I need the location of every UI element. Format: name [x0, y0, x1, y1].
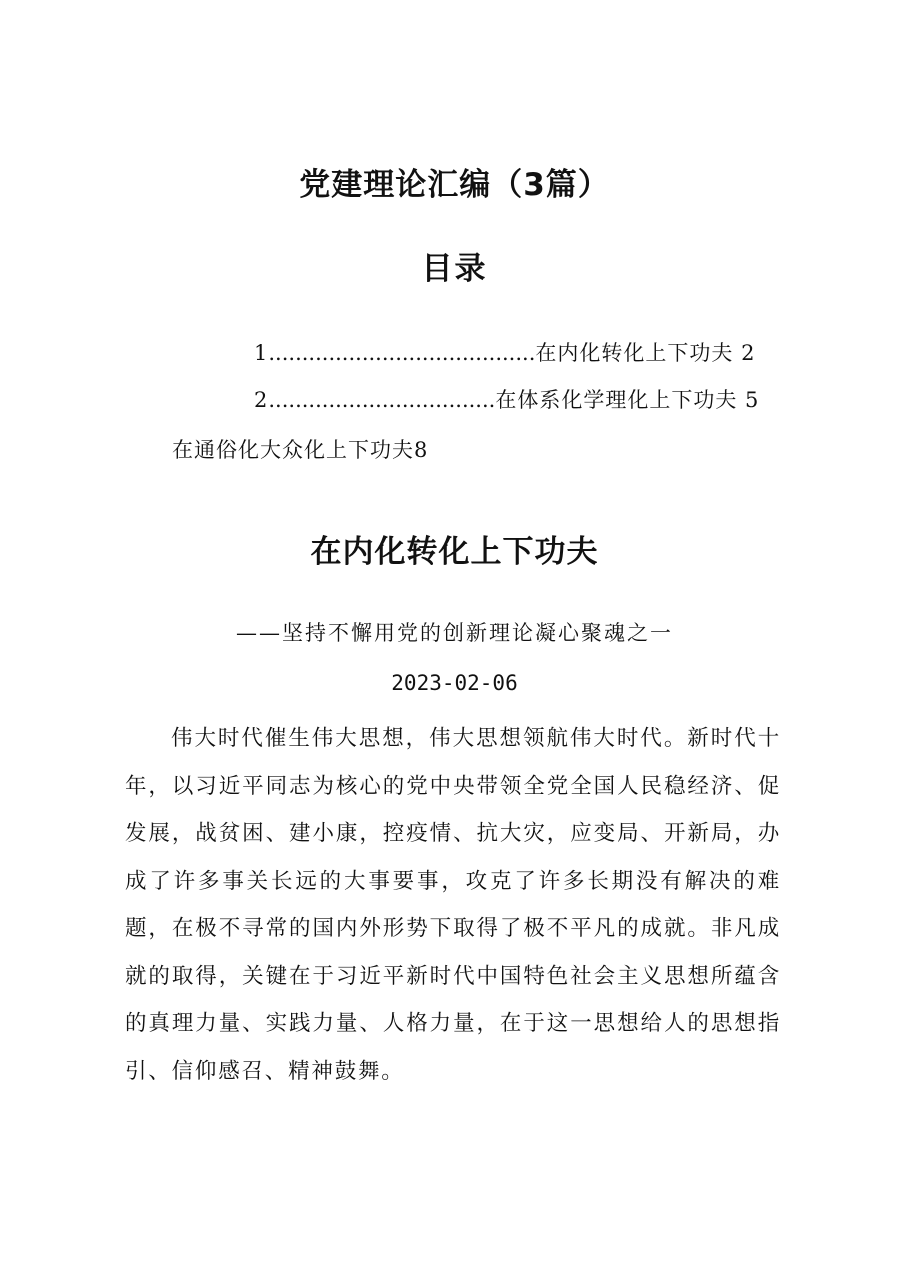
- toc-entry-page: 2: [741, 341, 756, 365]
- toc-entry-number: 2: [254, 388, 269, 412]
- article-title: 在内化转化上下功夫: [310, 534, 599, 570]
- toc-entry-label: 在体系化学理化上下功夫: [495, 388, 738, 412]
- toc-entry-label: 在内化转化上下功夫: [535, 341, 734, 365]
- toc-entry[interactable]: [254, 385, 759, 415]
- document-title: 党建理论汇编（3篇）: [299, 167, 610, 203]
- article-date: 2023-02-06: [391, 671, 518, 695]
- toc-entry-label: 在通俗化大众化上下功夫: [172, 438, 414, 462]
- toc-entry[interactable]: [254, 338, 755, 368]
- toc-entry-leader: ........................................: [268, 341, 536, 365]
- toc-entry-number: 1: [254, 341, 269, 365]
- article-subtitle: ——坚持不懈用党的创新理论凝心聚魂之一: [236, 621, 673, 645]
- toc-entry-page: 5: [745, 388, 760, 412]
- toc-entry-leader: ..................................: [268, 388, 496, 412]
- toc-heading: 目录: [421, 251, 488, 287]
- toc-entry[interactable]: [172, 435, 428, 465]
- toc-entry-page: 8: [414, 438, 429, 462]
- article-paragraph: 伟大时代催生伟大思想，伟大思想领航伟大时代。新时代十年，以习近平同志为核心的党中央带领全党全国人民稳经济、促发展，战贫困、建小康，控疫情、抗大灾，应变局、开新局，办成了许多事关长远的大事要事，攻克了许多长期没有解决的难题，在极不寻常的国内外形势下取得了极不平凡的成就。非凡成就的取得，关键在于习近平新时代中国特色社会主义思想所蕴含的真理力量、实践力量、人格力量，在于这一思想给人的思想指引、信仰感召、精神鼓舞。: [125, 726, 781, 1084]
